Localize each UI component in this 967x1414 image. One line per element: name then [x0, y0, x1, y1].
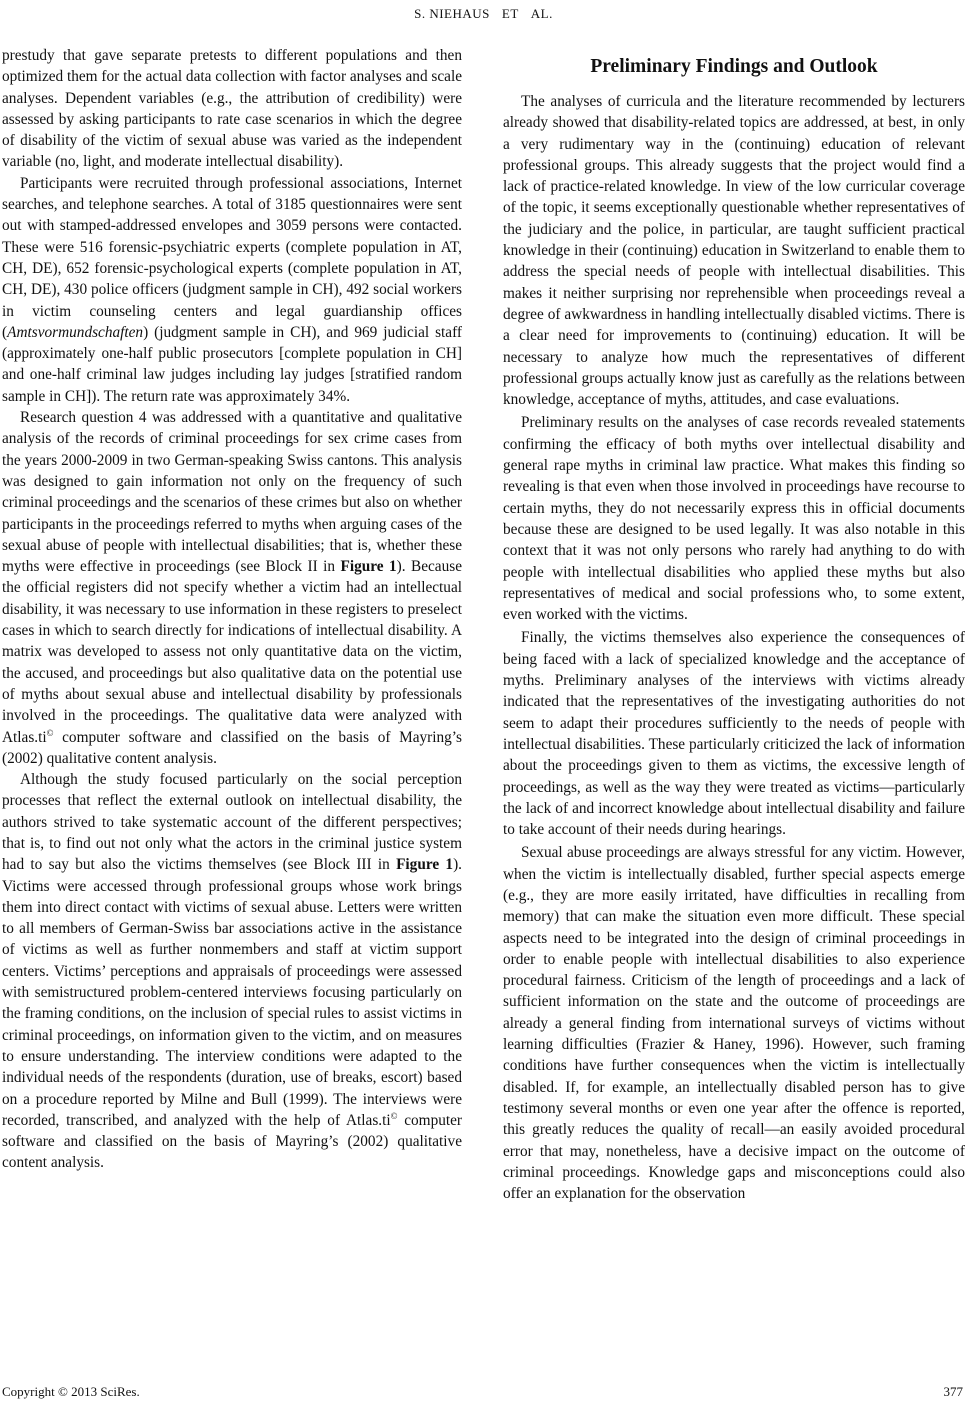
- body-paragraph: The analyses of curricula and the literature recommended by lecturers already showed that disability-related topics are addressed, at best, in only a very rudimentary way in the (continuing) education of relevant professional groups. This already suggests that the project would find a lack of practice-related knowledge. In view of the low curricular coverage of the topic, it seems exceptionally questionable whether representatives of the judiciary and the police, in particular, are taught sufficient practical knowledge in their (continuing) education in Switzerland to enable them to address the special needs of people with intellectual disabilities. This makes it neither surprising nor reprehensible when proceedings reveal a degree of awkwardness in handling intellectually disabled victims. There is a clear need for improvements to (continuing) education. It will be necessary to analyze how much the representatives of different professional groups actually know just as carefully as the relations between knowledge, acceptance of myths, attitudes, and case evaluations.: [503, 93, 965, 409]
- italic-term: Amtsvormundschaften: [7, 323, 144, 341]
- running-head: [0, 6, 967, 22]
- paragraph-text: Participants were recruited through professional associations, Internet searches, and telephone searches. A total of 3185 questionnaires were sent out with stamped-addressed envelopes and 3059 persons were contacted. These were 516 forensic-psychiatric experts (complete population in AT, CH, DE), 652 forensic-psychological experts (complete population in AT, CH, DE), 430 police officers (judgment sample in CH), 492 social workers in victim counseling centers and legal guardianship offices (: [2, 174, 462, 341]
- paragraph-text: computer software and classified on the basis of Mayring’s (2002) qualitative content analysis.: [2, 728, 462, 767]
- figure-reference: Figure 1: [396, 856, 454, 874]
- body-paragraph: Finally, the victims themselves also experience the consequences of being faced with a lack of specialized knowledge and the acceptance of myths. Preliminary analyses of the interviews with victims already indicated that the representatives of the investigating authorities do not seem to adapt their procedures sufficiently to the needs of people with intellectual disabilities. These particularly criticized the lack of information about the proceedings given to them as victims, the excessive length of proceedings, as well as the way they were treated as victims—particularly the lack of and incorrect knowledge about intellectual disability and failure to take account of their needs during hearings.: [503, 629, 965, 839]
- running-head-author: S. NIEHAUS: [414, 6, 490, 21]
- body-paragraph: Preliminary results on the analyses of case records revealed statements confirming the efficacy of both myths over intellectual disability and general rape myths in criminal law practice. What makes this finding so revealing is that even when those involved in proceedings have recourse to certain myths, they do not necessarily express this in official documents because these are designed to be used legally. It was also notable in this context that it was not only persons who rarely had anything to do with people with intellectual disabilities who applied these myths but also representatives of medical and social professions who, to some extent, even worked with the victims.: [503, 414, 965, 624]
- body-paragraph: [2, 407, 462, 769]
- body-paragraph: prestudy that gave separate pretests to different populations and then optimized them for the actual data collection with factor analyses and scale analyses. Dependent variables (e.g., the attribution of credibility) were assessed by asking participants to rate case scenarios in which the degree of disability of the victim of sexual abuse was varied as the independent variable (no, light, and moderate intellectual disability).: [2, 47, 462, 171]
- paragraph-text: Although the study focused particularly on the social perception processes that reflect the external outlook on intellectual disability, the authors strived to take systematic account of the different perspectives; that is, to find out not only what the actors in the criminal justice system had to say but also the victims themselves (see Block III in: [2, 771, 462, 874]
- paragraph-text: computer software and classified on the basis of Mayring’s (2002) qualitative content analysis.: [2, 1111, 462, 1172]
- body-paragraph: [2, 173, 462, 407]
- figure-reference: Figure 1: [340, 558, 397, 576]
- page-number: 377: [943, 1384, 963, 1399]
- body-paragraph: Sexual abuse proceedings are always stressful for any victim. However, when the victim is intellectually disabled, further special aspects emerge (e.g., they are more easily irritated, have difficulties in recalling from memory) that can make the situation even more difficult. These special aspects need to be integrated into the design of criminal proceedings in order to enable people with intellectual disabilities to also experience procedural fairness. Criticism of the length of proceedings and a lack of sufficient information on the state and the outcome of proceedings are already a general finding from international surveys of victims without learning difficulties (Frazier & Haney, 1996). However, such framing conditions have further consequences when the victim is intellectually disabled. If, for example, an intellectually disabled person has to give testimony several months or even one year after the offence is reported, this greatly reduces the quality of recall—an easily avoided procedural error that may, nonetheless, have a decisive impact on the outcome of criminal proceedings. Knowledge gaps and misconceptions could also offer an explanation for the observation: [503, 844, 965, 1203]
- copyright-superscript: ©: [46, 727, 54, 738]
- right-column: [503, 45, 965, 1204]
- body-paragraph: [2, 769, 462, 1174]
- paragraph-text: ). Because the official registers did not specify whether a victim had an intellectual disability, it was necessary to use information in these registers to preselect cases in which to search directly for indications of intellectual disability. A matrix was developed to assess not only quantitative data on the victim, the accused, and proceedings but also qualitative data on the potential use of myths about sexual abuse and intellectual disability by professionals involved in the proceedings. The qualitative data were analyzed with Atlas.ti: [2, 558, 462, 746]
- left-column: [2, 45, 462, 1174]
- section-heading: Preliminary Findings and Outlook: [590, 56, 878, 77]
- paragraph-text: ) (judgment sample in CH), and 969 judicial staff (approximately one-half public prosecutors [complete population in CH] and one-half criminal law judges including lay judges [stratified random sample in CH]). The return rate was approximately 34%.: [2, 323, 462, 405]
- paragraph-text: Research question 4 was addressed with a quantitative and qualitative analysis of the records of criminal proceedings for sex crime cases from the years 2000-2009 in two German-speaking Swiss cantons. This analysis was designed to gain information not only on the frequency of such criminal proceedings and the scenarios of these crimes but also on whether participants in the proceedings referred to myths when arguing cases of the sexual abuse of people with intellectual disabilities; that is, whether these myths were effective in proceedings (see Block II in: [2, 409, 462, 576]
- copyright-superscript: ©: [390, 1110, 398, 1121]
- running-head-et: ET: [501, 6, 519, 21]
- paragraph-text: ). Victims were accessed through professional groups whose work brings them into direct contact with victims of sexual abuse. Letters were written to all members of German-Swiss bar associations active in the assistance of victims as well as further nonmembers and staff at victim support centers. Victims’ perceptions and appraisals of proceedings were assessed with semistructured problem-centered interviews focusing particularly on the framing conditions, on the inclusion of special rules to assist victims in criminal proceedings, on information given to the victim, and on measures to ensure understanding. The interview conditions were adapted to the individual needs of the respondents (duration, use of breaks, escort) based on a procedure reported by Milne and Bull (1999). The interviews were recorded, transcribed, and analyzed with the help of Atlas.ti: [2, 856, 462, 1129]
- footer-copyright: Copyright © 2013 SciRes.: [2, 1384, 140, 1399]
- running-head-al: AL.: [530, 6, 553, 21]
